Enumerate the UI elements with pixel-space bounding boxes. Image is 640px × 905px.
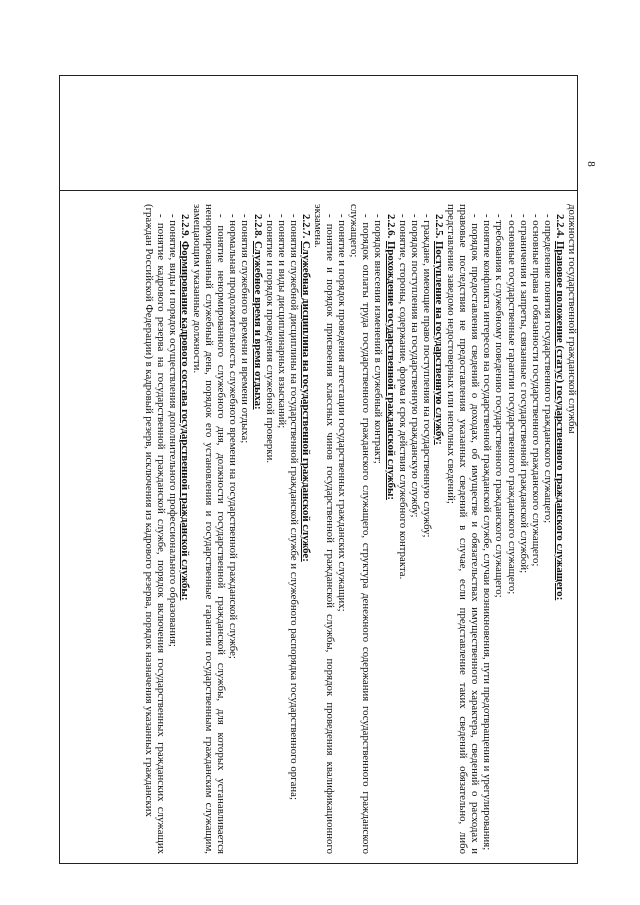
section-title: Служебное время и время отдыха: [251, 241, 264, 410]
section-number: 2.2.5. [432, 214, 445, 239]
section-heading [300, 204, 312, 854]
section-heading [385, 204, 397, 854]
list-item: - понятие и порядок проведения служебной проверки. [263, 214, 276, 464]
section-heading [251, 204, 263, 854]
document-body-rotated [65, 200, 580, 858]
list-item: - порядок внесения изменений в служебный контракт; [372, 214, 385, 464]
list-item: - понятие и порядок проведения аттестации государственных гражданских служащих; [336, 214, 349, 612]
section-title: Служебная дисциплина на государственной гражданской службе: [299, 241, 312, 562]
list-item: - понятие конфликта интересов на государственной гражданской службе, случаи возникновения, пути предотвращения и урегулирования; [481, 214, 494, 851]
list-item: - основные права и обязанности государственного гражданского служащего; [529, 214, 542, 567]
section-number: 2.2.7. [299, 214, 312, 239]
list-item: - понятие, стороны, содержание, форма и срок действия служебного контракта. [396, 214, 409, 580]
section-number: 2.2.4. [553, 214, 566, 239]
section-title: Правовое положение (статус) государственного гражданского служащего: [553, 241, 566, 601]
list-item: - понятие, виды и порядок осуществления дополнительного профессионального образования; [166, 214, 179, 647]
section-number: 2.2.9. [179, 214, 191, 239]
list-item: - порядок оплаты труда государственного гражданского служащего, структура денежного содержания государственного гражданского служащего; [348, 204, 373, 854]
list-item: - порядок предоставления сведений о доходах, об имуществе и обязательствах имущественного характера, сведений о расходах и правовые последствия не предоставления указанных сведений в случае, если представление таких сведений обязательно, либо представление заведомо недостоверных или неполных сведений; [445, 204, 482, 854]
section-heading [554, 204, 566, 854]
list-item: - основные государственные гарантии государственного гражданского служащего; [505, 214, 518, 595]
section-number: 2.2.8. [251, 214, 264, 239]
list-item: - граждане, имеющие право поступления на государственную службу; [420, 214, 433, 538]
table-column-divider [59, 75, 578, 191]
section-number: 2.2.6. [384, 214, 397, 239]
list-item: - определение понятия государственного гражданского служащего; [541, 214, 554, 524]
list-item: - понятия служебного времени и времени отдыха; [239, 214, 252, 444]
section-title: Поступление на государственную службу: [432, 241, 445, 445]
section-heading [179, 204, 191, 854]
list-item: - ограничения и запреты, связанные с государственной гражданской службой; [517, 214, 530, 574]
list-item: - нормальная продолжительность служебного времени на государственной гражданской службе; [227, 214, 240, 659]
page-number: 8 [584, 161, 597, 167]
section-title: Формирование кадрового состава государственной гражданской службы: [179, 241, 191, 601]
list-item: - понятие и порядок присвоения классных чинов государственной гражданской службы, порядок проведения квалификационного экзамена. [312, 204, 337, 854]
list-item: - требования к служебному поведению государственного гражданского служащего; [493, 214, 506, 598]
list-item: - порядок поступления на государственную гражданскую службу; [408, 214, 421, 518]
list-item: - понятия служебной дисциплины на государственной гражданской службе и служебного распорядка государственного органа; [287, 214, 300, 800]
list-item: - понятие кадрового резерва на государственной гражданской службе, порядок включения государственных гражданских служащих (граждан Российской Федерации) в кадровый резерв, исключения из кадрового резерва, порядок назначения указанных гражданских [142, 204, 167, 854]
list-item: - понятие ненормированного служебного дня, должности государственной гражданской службы, для которых устанавливается ненормированный служебный день, порядок его установления и государственные гарантии государственным гражданским служащим, замещающим указанные должности. [191, 204, 228, 854]
text-line: должности государственной гражданской службы [566, 204, 578, 434]
section-heading [433, 204, 445, 854]
section-title: Прохождение государственной гражданской службы: [384, 241, 397, 501]
list-item: - понятие и виды дисциплинарных взысканий; [275, 214, 288, 429]
